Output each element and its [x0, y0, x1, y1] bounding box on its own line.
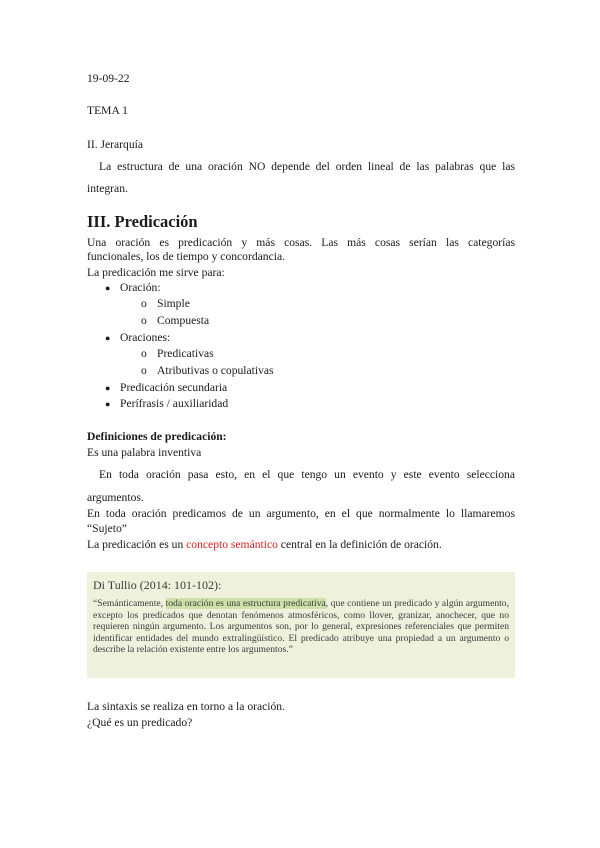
paragraph-3-line-2: “Sujeto”	[87, 522, 127, 535]
sub-bullet-icon: o	[141, 364, 147, 377]
paragraph-4-end: central en la definición de oración.	[277, 538, 442, 551]
date: 19-09-22	[87, 72, 130, 85]
topic-title: TEMA 1	[87, 104, 128, 117]
list-item: Oraciones:	[120, 331, 171, 344]
paragraph-3-line-1: En toda oración predicamos de un argumento, en el que normalmente lo llamaremos	[87, 507, 515, 520]
list-subitem: Compuesta	[157, 314, 210, 327]
paragraph-1-line-1: Una oración es predicación y más cosas. Las más cosas serían las categorías	[87, 236, 515, 249]
definitions-line-1: Es una palabra inventiva	[87, 446, 202, 459]
bullet-icon: ●	[105, 383, 111, 393]
definitions-heading: Definiciones de predicación:	[87, 430, 227, 443]
bullet-icon: ●	[105, 399, 111, 409]
highlighted-term: concepto semántico	[186, 538, 278, 551]
list-item: Oración:	[120, 281, 161, 294]
quote-source: Di Tullio (2014: 101-102):	[93, 578, 222, 592]
sub-bullet-icon: o	[141, 347, 147, 360]
sub-bullet-icon: o	[141, 297, 147, 310]
quote-text-start: “Semánticamente,	[93, 598, 166, 609]
list-subitem: Predicativas	[157, 347, 214, 360]
list-subitem: Simple	[157, 297, 190, 310]
list-item: Perífrasis / auxiliaridad	[120, 397, 229, 410]
quote-text	[93, 598, 509, 656]
paragraph-2: La predicación me sirve para:	[87, 266, 225, 279]
note-1-line-2: integran.	[87, 182, 128, 195]
list-subitem: Atributivas o copulativas	[157, 364, 274, 377]
note-1-text: La estructura de una oración NO depende del orden lineal de las palabras que las	[99, 160, 515, 173]
bullet-icon: ●	[105, 333, 111, 343]
quote-highlight: toda oración es una estructura predicativa	[165, 598, 326, 609]
section-heading: III. Predicación	[87, 212, 198, 231]
section-ii-title: II. Jerarquía	[87, 138, 144, 151]
quote-text-rest: , que contiene un predicado y algún argumento, excepto los predicados que denotan fenómenos atmosféricos, como llover, granizar, anochecer, que no requieren ningún argumento. Los argumentos son, por lo general, expresiones referenciales que permiten identificar entidades del mundo extralingüístico. El predicado atribuye una propiedad a un argumento o describe la relación existente entre los argumentos.”	[93, 598, 509, 656]
paragraph-4	[87, 538, 442, 552]
closing-line-1: La sintaxis se realiza en torno a la oración.	[87, 700, 285, 713]
paragraph-1-line-2: funcionales, los de tiempo y concordancia.	[87, 250, 285, 263]
paragraph-4-start: La predicación es un	[87, 538, 187, 551]
list-item: Predicación secundaria	[120, 381, 228, 394]
closing-line-2: ¿Qué es un predicado?	[87, 716, 193, 729]
note-2-line-2: argumentos.	[87, 491, 144, 504]
note-2-text: En toda oración pasa esto, en el que tengo un evento y este evento selecciona	[99, 468, 515, 481]
quoted-excerpt-image	[87, 572, 515, 678]
sub-bullet-icon: o	[141, 314, 147, 327]
bullet-icon: ●	[105, 283, 111, 293]
